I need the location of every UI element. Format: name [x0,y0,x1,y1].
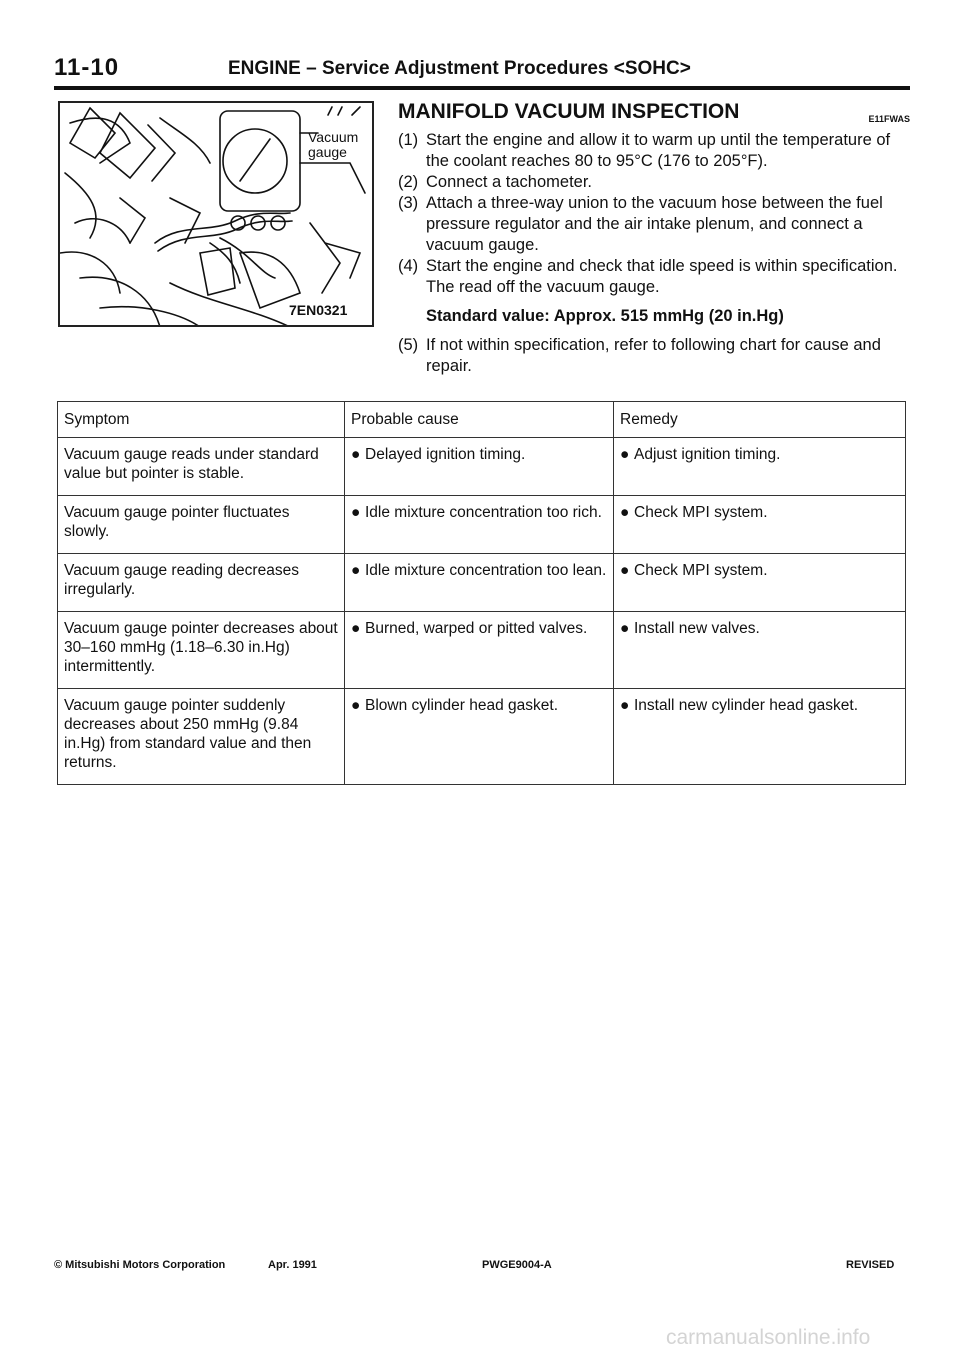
footer-doc-code: PWGE9004-A [482,1259,552,1271]
step-text: Start the engine and check that idle speed is within specification. The read off the vacuum gauge. [426,257,898,296]
step-number: (1) [398,131,419,149]
step-text: Attach a three-way union to the vacuum hose between the fuel pressure regulator and the air intake plenum, and connect a vacuum gauge. [426,194,883,254]
symptom-cell: Vacuum gauge reading decreases irregularly. [58,554,345,612]
bullet-icon: ● [351,620,361,637]
watermark: carmanualsonline.info [666,1326,871,1349]
cause-cell: ● Idle mixture concentration too rich. [345,496,614,554]
step-number: (5) [398,336,419,354]
column-header-symptom: Symptom [58,402,345,438]
engine-illustration [58,101,374,327]
symptom-cell: Vacuum gauge pointer decreases about 30–160 mmHg (1.18–6.30 in.Hg) intermittently. [58,612,345,689]
symptom-cell: Vacuum gauge pointer fluctuates slowly. [58,496,345,554]
bullet-icon: ● [351,697,361,714]
cause-cell: ● Idle mixture concentration too lean. [345,554,614,612]
standard-value: Standard value: Approx. 515 mmHg (20 in.Hg) [426,307,784,325]
step-number: (3) [398,194,419,212]
remedy-cell: ● Adjust ignition timing. [614,438,906,496]
table-row [58,438,906,496]
step-text: Start the engine and allow it to warm up until the temperature of the coolant reaches 80 to 95°C (176 to 205°F). [426,131,891,170]
figure-code: 7EN0321 [289,302,348,318]
remedy-cell: ● Install new cylinder head gasket. [614,689,906,785]
troubleshooting-table [57,401,906,785]
bullet-icon: ● [620,620,630,637]
column-header-cause: Probable cause [345,402,614,438]
bullet-icon: ● [351,504,361,521]
bullet-icon: ● [620,504,630,521]
step-number: (4) [398,257,419,275]
page-title: ENGINE – Service Adjustment Procedures <SOHC> [228,58,691,79]
footer-status: REVISED [846,1259,895,1271]
footer-date: Apr. 1991 [268,1259,317,1271]
bullet-icon: ● [351,562,361,579]
section-code: E11FWAS [868,114,910,124]
step-number: (2) [398,173,419,191]
symptom-cell: Vacuum gauge reads under standard value but pointer is stable. [58,438,345,496]
table-row [58,689,906,785]
vacuum-gauge-label: Vacuum gauge [308,129,359,160]
bullet-icon: ● [620,446,630,463]
header-rule [54,86,910,90]
remedy-cell: ● Install new valves. [614,612,906,689]
procedure-steps [398,130,910,377]
step-text: Connect a tachometer. [426,173,593,191]
table-row [58,554,906,612]
step-text: If not within specification, refer to following chart for cause and repair. [426,336,881,375]
step-3 [398,193,910,256]
section-heading: MANIFOLD VACUUM INSPECTION [398,100,740,123]
table-header-row [58,402,906,438]
cause-cell: ● Blown cylinder head gasket. [345,689,614,785]
remedy-cell: ● Check MPI system. [614,554,906,612]
step-5 [398,335,910,377]
cause-cell: ● Delayed ignition timing. [345,438,614,496]
table-row [58,612,906,689]
step-2 [398,172,910,193]
step-4 [398,256,910,298]
remedy-cell: ● Check MPI system. [614,496,906,554]
column-header-remedy: Remedy [614,402,906,438]
table-row [58,496,906,554]
footer-copyright: © Mitsubishi Motors Corporation [54,1259,226,1271]
bullet-icon: ● [620,697,630,714]
page-header [54,52,910,86]
bullet-icon: ● [620,562,630,579]
cause-cell: ● Burned, warped or pitted valves. [345,612,614,689]
step-1 [398,130,910,172]
page-number: 11-10 [54,54,120,81]
symptom-cell: Vacuum gauge pointer suddenly decreases about 250 mmHg (9.84 in.Hg) from standard value and then returns. [58,689,345,785]
bullet-icon: ● [351,446,361,463]
section-heading-block [398,100,910,124]
